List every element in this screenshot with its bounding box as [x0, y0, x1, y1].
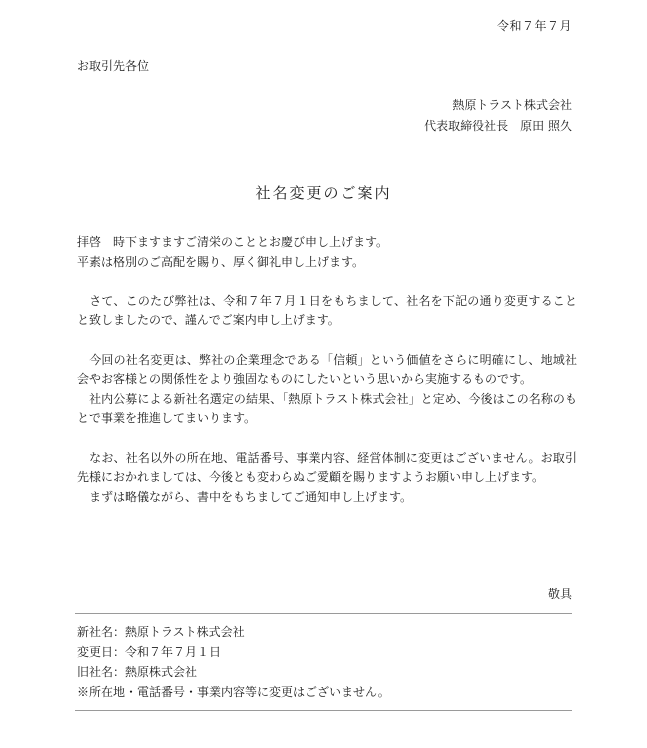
letter-date: 令和７年７月: [496, 19, 572, 33]
paragraph-thanks: 平素は格別のご高配を賜り、厚く御礼申し上げます。: [77, 254, 365, 269]
summary-divider-bottom: [75, 710, 572, 711]
summary-note: ※所在地・電話番号・事業内容等に変更はございません。: [77, 685, 390, 699]
paragraph-announcement: さて、このたび弊社は、令和７年７月１日をもちまして、社名を下記の通り変更することと致しましたので、謹んでご案内申し上げます。: [77, 293, 577, 328]
paragraph-reason: 今回の社名変更は、弊社の企業理念である「信頼」という価値をさらに明確にし、地域社会やお客様との関係性をより強固なものにしたいという思いから実施するものです。: [77, 352, 577, 387]
summary-new-name: 新社名：熱原トラスト株式会社: [77, 625, 245, 639]
summary-divider-top: [75, 613, 572, 614]
paragraph-greeting: 拝啓 時下ますますご清栄のこととお慶び申し上げます。: [77, 235, 389, 249]
sender-representative: 代表取締役社長 原田 照久: [424, 119, 572, 133]
recipient: お取引先各位: [77, 59, 150, 73]
sender-company: 熱原トラスト株式会社: [452, 98, 572, 112]
summary-old-name: 旧社名：熱原株式会社: [77, 665, 198, 679]
letter-body: [77, 233, 577, 507]
paragraph-selection: 社内公募による新社名選定の結果、「熱原トラスト株式会社」と定め、今後はこの名称のもとで事業を推進してまいります。: [77, 391, 577, 426]
paragraph-notice: まずは略儀ながら、書中をもちましてご通知申し上げます。: [77, 489, 413, 504]
letter-title: 社名変更のご案内: [255, 184, 392, 202]
summary-box: [77, 622, 390, 702]
closing: 敬具: [547, 587, 572, 601]
summary-change-date: 変更日：令和７年７月１日: [77, 645, 222, 659]
paragraph-no-other-changes: なお、社名以外の所在地、電話番号、事業内容、経営体制に変更はございません。お取引先様におかれましては、今後とも変わらぬご愛顧を賜りますようお願い申し上げます。: [77, 450, 577, 485]
